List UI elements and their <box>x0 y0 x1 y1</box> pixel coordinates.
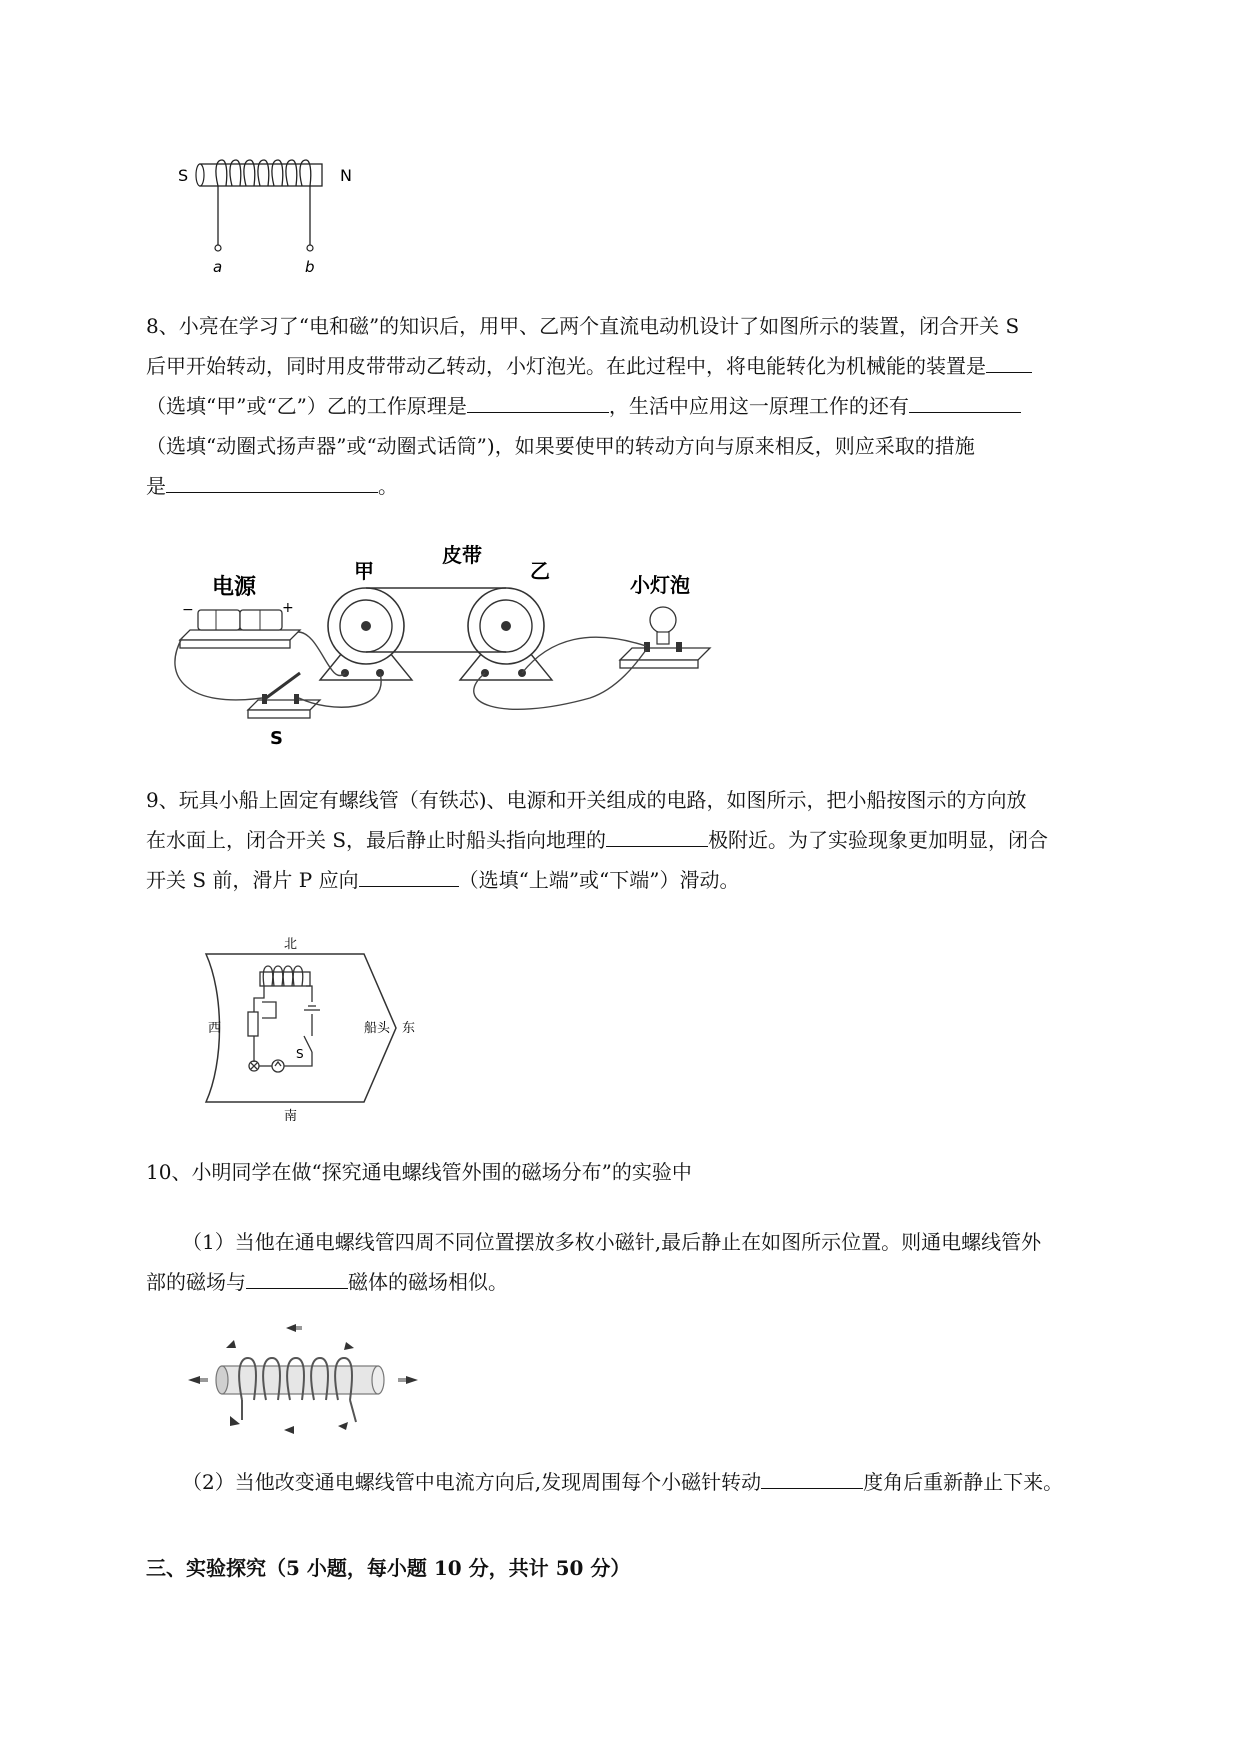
q9-line-3: 开关 S 前，滑片 P 应向 （选填“上端”或“下端”）滑动。 <box>146 860 1156 900</box>
terminal-a-label: a <box>213 258 223 276</box>
answer-blank <box>467 390 609 413</box>
q9-line-2: 在水面上，闭合开关 S，最后静止时船头指向地理的 极附近。为了实验现象更加明显，闭合 <box>146 820 1156 860</box>
question-9 <box>146 780 1156 900</box>
west-label: 西 <box>208 1021 222 1036</box>
solenoid-figure <box>170 150 370 280</box>
boat-figure <box>196 932 436 1122</box>
q8-line-4: （选填“动圈式扬声器”或“动圈式话筒”)，如果要使甲的转动方向与原来相反，则应采取的措施 <box>146 434 975 458</box>
answer-blank <box>761 1466 863 1489</box>
solenoid-compass-figure <box>186 1320 426 1440</box>
motor-belt-figure <box>170 528 730 748</box>
answer-blank <box>246 1266 348 1289</box>
question-10-title: 10、小明同学在做“探究通电螺线管外围的磁场分布”的实验中 <box>146 1160 692 1184</box>
q8-line-5: 是 。 <box>146 466 1156 506</box>
pole-n-label: N <box>340 166 352 185</box>
answer-blank <box>606 824 708 847</box>
switch-s-label: S <box>270 728 283 748</box>
east-label: 东 <box>402 1021 416 1036</box>
north-label: 北 <box>284 937 298 952</box>
bow-label: 船头 <box>364 1021 391 1036</box>
question-8 <box>146 306 1156 506</box>
power-source-label: 电源 <box>212 575 257 600</box>
answer-blank <box>359 864 459 887</box>
q8-line-1: 8、小亮在学习了“电和磁”的知识后，用甲、乙两个直流电动机设计了如图所示的装置，闭合开关 S <box>146 314 1020 338</box>
question-10-part-2: （2）当他改变通电螺线管中电流方向后,发现周围每个小磁针转动 度角后重新静止下来。 <box>146 1462 1156 1502</box>
pole-s-label: S <box>178 166 189 185</box>
question-10-part-1: （1）当他在通电螺线管四周不同位置摆放多枚小磁针,最后静止在如图所示位置。则通电螺线管外 部的磁场与 磁体的磁场相似。 <box>146 1230 1042 1294</box>
q8-line-3: （选填“甲”或“乙”）乙的工作原理是 ，生活中应用这一原理工作的还有 <box>146 386 1156 426</box>
motor-yi-label: 乙 <box>530 559 550 583</box>
terminal-b-label: b <box>305 258 315 276</box>
switch-s-label: S <box>296 1047 304 1061</box>
minus-sign: − <box>182 602 194 618</box>
bulb-label: 小灯泡 <box>630 573 690 597</box>
south-label: 南 <box>284 1109 298 1122</box>
q8-line-2: 后甲开始转动，同时用皮带带动乙转动，小灯泡光。在此过程中，将电能转化为机械能的装置是 <box>146 346 1156 386</box>
answer-blank <box>166 470 378 493</box>
section-3-heading: 三、实验探究（5 小题，每小题 10 分，共计 50 分） <box>146 1556 631 1580</box>
answer-blank <box>986 350 1032 373</box>
answer-blank <box>909 390 1021 413</box>
motor-jia-label: 甲 <box>354 559 374 583</box>
belt-label: 皮带 <box>442 543 482 567</box>
plus-sign: + <box>282 600 294 616</box>
q9-line-1: 9、玩具小船上固定有螺线管（有铁芯)、电源和开关组成的电路，如图所示，把小船按图示的方向放 <box>146 788 1027 812</box>
